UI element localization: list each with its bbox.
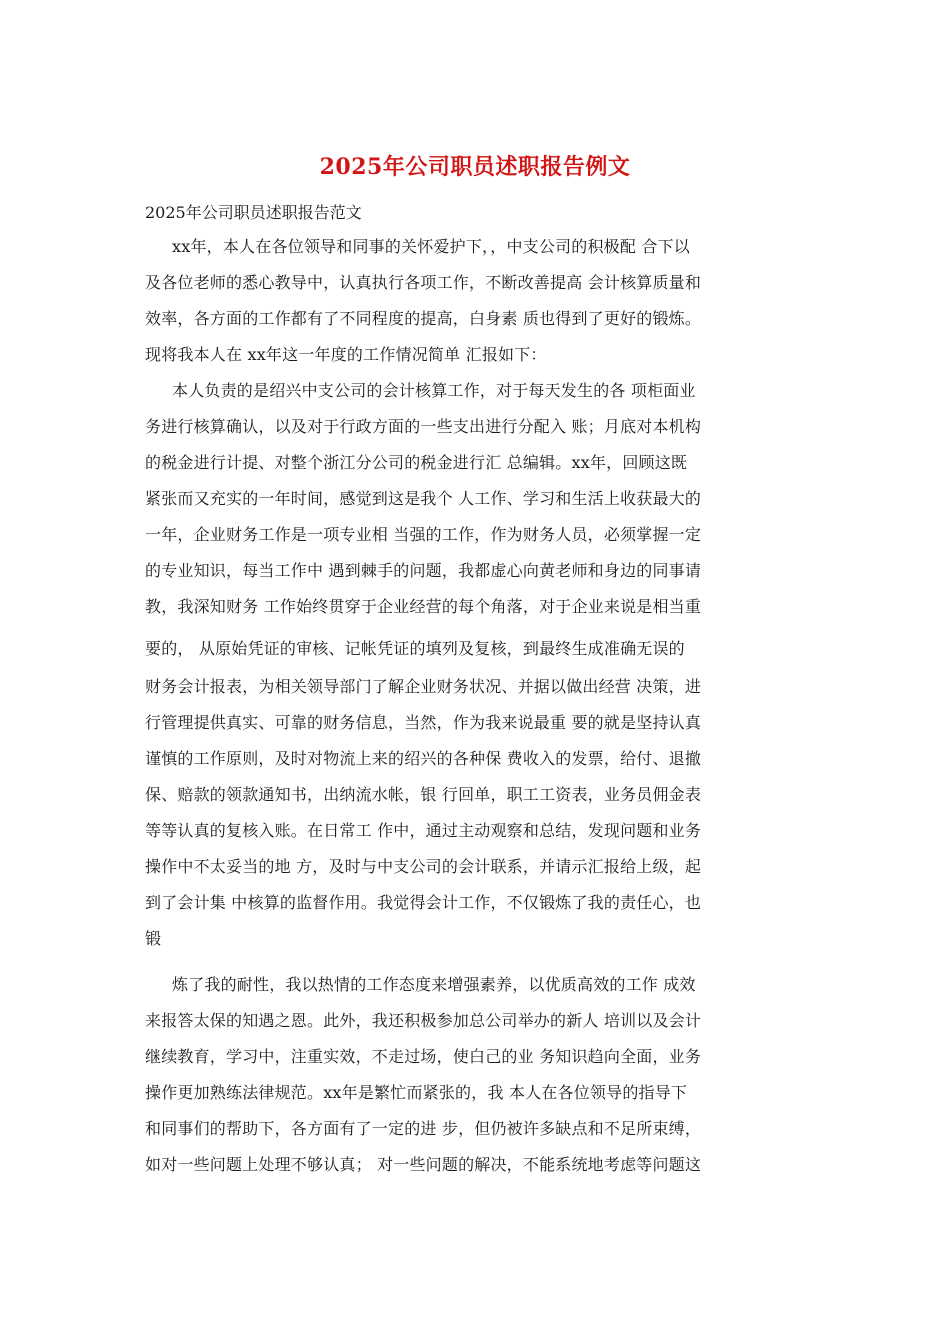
body-line: 和同事们的帮助下，各方面有了一定的进 步，但仍被许多缺点和不足所束缚，: [145, 1119, 702, 1138]
body-line: 效率，各方面的工作都有了不同程度的提高，白身素 质也得到了更好的锻炼。: [145, 309, 702, 328]
body-line: 锻: [145, 929, 162, 948]
body-line: 的专业知识，每当工作中 遇到棘手的问题，我都虚心向黄老师和身边的同事请: [145, 561, 702, 580]
body-line: 炼了我的耐性，我以热情的工作态度来增强素养，以优质高效的工作 成效: [172, 975, 696, 994]
body-line: 操作更加熟练法律规范。xx年是繁忙而紧张的，我 本人在各位领导的指导下: [145, 1083, 688, 1102]
body-line: 如对一些问题上处理不够认真； 对一些问题的解决，不能系统地考虑等问题这: [145, 1155, 702, 1174]
body-line: 及各位老师的悉心教导中，认真执行各项工作，不断改善提高 会计核算质量和: [145, 273, 702, 292]
body-line: 继续教育，学习中，注重实效，不走过场，使白己的业 务知识趋向全面，业务: [145, 1047, 702, 1066]
body-line: 的税金进行计提、对整个浙江分公司的税金进行汇 总编辑。xx年，回顾这既: [145, 453, 688, 472]
body-line: 本人负责的是绍兴中支公司的会计核算工作，对于每天发生的各 项柜面业: [172, 381, 696, 400]
body-line: 要的， 从原始凭证的审核、记帐凭证的填列及复核，到最终生成准确无误的: [145, 639, 685, 658]
body-line: 务进行核算确认，以及对于行政方面的一些支出进行分配入 账；月底对本机构: [145, 417, 702, 436]
body-line: 财务会计报表，为相关领导部门了解企业财务状况、并据以做出经营 决策，进: [145, 677, 702, 696]
body-line: xx年，本人在各位领导和同事的关怀爱护下，，中支公司的积极配 合下以: [172, 237, 690, 256]
body-line: 来报答太保的知遇之恩。此外，我还积极参加总公司举办的新人 培训以及会计: [145, 1011, 702, 1030]
body-line: 教，我深知财务 工作始终贯穿于企业经营的每个角落，对于企业来说是相当重: [145, 597, 702, 616]
body-line: 等等认真的复核入账。在日常工 作中，通过主动观察和总结，发现问题和业务: [145, 821, 702, 840]
document-subtitle: 2025年公司职员述职报告范文: [145, 203, 362, 222]
body-line: 行管理提供真实、可靠的财务信息，当然，作为我来说最重 要的就是坚持认真: [145, 713, 702, 732]
body-line: 保、赔款的领款通知书，出纳流水帐，银 行回单，职工工资表，业务员佣金表: [145, 785, 702, 804]
body-line: 谨慎的工作原则，及时对物流上来的绍兴的各种保 费收入的发票，给付、退撤: [145, 749, 702, 768]
document-title: 2025年公司职员述职报告例文: [319, 154, 631, 180]
body-line: 操作中不太妥当的地 方，及时与中支公司的会计联系，并请示汇报给上级，起: [145, 857, 702, 876]
body-line: 现将我本人在 xx年这一年度的工作情况简单 汇报如下：: [145, 345, 547, 364]
body-line: 到了会计集 中核算的监督作用。我觉得会计工作，不仅锻炼了我的责任心，也: [145, 893, 702, 912]
body-line: 一年，企业财务工作是一项专业相 当强的工作，作为财务人员，必须掌握一定: [145, 525, 702, 544]
body-line: 紧张而又充实的一年时间，感觉到这是我个 人工作、学习和生活上收获最大的: [145, 489, 702, 508]
